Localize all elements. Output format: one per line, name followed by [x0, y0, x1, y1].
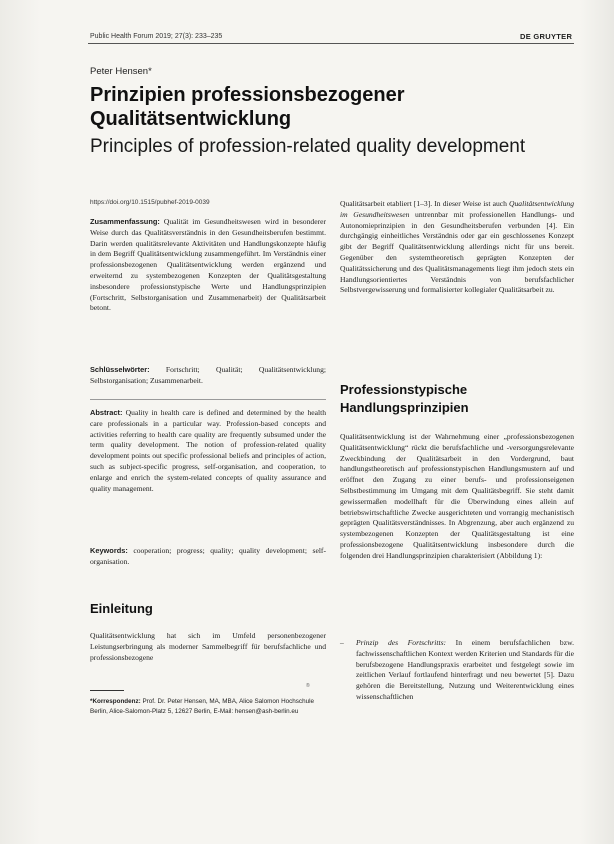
abstract-block: [90, 408, 326, 494]
footnote: [90, 697, 326, 716]
footnote-rule: [90, 690, 124, 691]
bullet-text: In einem berufsfachlichen bzw. fachwissenschaftlichen Kontext werden Kriterien und Standards für die berufsbezogene Handlungspraxis erarbeitet und festgelegt sowie im zeitlichen Verlauf fortlaufend hinterfragt und neu bewertet [5]. Dazu gehören die Bereitstellung, Nutzung und Weiterentwicklung eines wissenschaftlichen: [356, 638, 574, 701]
bullet-dash: –: [340, 638, 344, 647]
publisher-logo: DE GRUYTER: [520, 32, 573, 41]
section-heading-einleitung: Einleitung: [90, 601, 153, 616]
zusammenfassung-block: [90, 217, 326, 314]
title-german: Prinzipien professionsbezogener Qualitätsentwicklung: [90, 84, 405, 130]
zusammenfassung-label: Zusammenfassung:: [90, 217, 160, 226]
abstract-label: Abstract:: [90, 408, 123, 417]
intro-italic: Qualitätsentwicklung im Gesundheitswesen: [340, 199, 574, 219]
einleitung-text: Qualitätsentwicklung hat sich im Umfeld personenbezogener Leistungserbringung als moderner Sammelbegriff für berufsfachliche und professionsbezogene: [90, 631, 326, 662]
keywords-text: cooperation; progress; quality; quality development; self-organisation.: [90, 546, 326, 566]
intro-text-1: Qualitätsarbeit etabliert [1–3]. In dieser Weise ist auch: [340, 199, 510, 208]
section-heading-handlungsprinzipien: [340, 381, 469, 417]
abstract-text: Quality in health care is defined and determined by the health care professionals in a particular way. Profession-based concepts and activities referring to health care quality are frequently subsumed under the term quality development. The notion of profession-related quality development points out specific professional beliefs and principles of action, such as subject-specific progress, self-organisation, and cooperation, to enlarge and enrich the system-related concepts of quality assurance and quality management.: [90, 408, 326, 493]
doi-link[interactable]: https://doi.org/10.1515/pubhef-2019-0039: [90, 199, 210, 206]
title-english: Principles of profession-related quality development: [90, 136, 526, 157]
footnote-text: Prof. Dr. Peter Hensen, MA, MBA, Alice Salomon Hochschule Berlin, Alice-Salomon-Platz 5, 12627 Berlin, E-Mail: hensen@ash-berlin.eu: [90, 698, 314, 715]
section2-text: Qualitätsentwicklung ist der Wahrnehmung einer „professionsbezogenen Qualitätsentwicklung“ rückt die berufsfachliche und -versorgungsrelevante Zweckbindung der Qualitätsarbeit in den Vordergrund, baut handlungstheoretisch auf professionstypischen Handlungsmustern auf und eröffnet den Zugang zu einer berufs- und professionseigenen Selbstbestimmung im Umgang mit dem Qualitätsbegriff. Sie steht damit gewissermaßen modellhaft für die Überwindung eines allein auf betriebswirtschaftliche Zwecke ausgerichteten und vorrangig mechanistisch geprägten Qualitätsverständnisses. In Abgrenzung, aber auch ergänzend zu systembezogenen Konzepten der Qualitätsgestaltung ist eine professionsbezogene Qualitätsentwicklung insbesondere durch die folgenden drei Handlungsprinzipien charakterisiert (Abbildung 1):: [340, 432, 574, 560]
list-item: [340, 638, 574, 703]
bullet-italic: Prinzip des Fortschritts:: [356, 638, 447, 647]
zusammenfassung-text: Qualität im Gesundheitswesen wird in besonderer Weise durch das Qualitätsverständnis in den Gesundheitsberufen bestimmt. Darin werden qualitätsrelevante Aktivitäten und Handlungskonzepte häufig in dem Begriff Qualitätsentwicklung zusammengeführt. Im Verständnis einer professionsbezogenen Qualitätsentwicklung werden ergänzend und erweiternd zu systembezogenen Konzepten der Qualitätsgestaltung insbesondere professionstypische Werte und Handlungsprinzipien (Fortschritt, Selbstorganisation und Zusammenarbeit) der Qualitätsarbeit betont.: [90, 217, 326, 313]
schluesselwoerter-block: [90, 365, 326, 387]
footnote-label: *Korrespondenz:: [90, 698, 141, 705]
journal-citation: Public Health Forum 2019; 27(3): 233–235: [90, 33, 223, 40]
author-name: Peter Hensen*: [90, 66, 152, 77]
header-rule: [88, 43, 574, 44]
keywords-block: [90, 546, 326, 568]
intro-text-2: untrennbar mit professionellen Handlungs- und Autonomieprinzipien in den Gesundheitsberufen verbunden [4]. Ein durchgängig einheitliches Verständnis oder gar ein geschlossenes Konzept gibt der Begriff Qualitätsentwicklung allerdings nicht für uns bereit. Gegenüber den systemtheoretisch geprägten Konzepten der Qualitätssicherung und des Qualitätsmanagements liegt ihm jedoch stets ein Handlungsorientiertes Verständnis von berufsfachlicher Selbstvergewisserung und formalisierter kollegialer Qualitätsarbeit zu.: [340, 209, 574, 295]
section2-paragraph: [340, 432, 574, 562]
divider: [90, 399, 326, 400]
keywords-label: Keywords:: [90, 546, 128, 555]
heading-line-2: Handlungsprinzipien: [340, 400, 469, 415]
intro-continuation: [340, 199, 574, 296]
einleitung-paragraph: [90, 631, 326, 663]
heading-line-1: Professionstypische: [340, 382, 468, 397]
schluesselwoerter-label: Schlüsselwörter:: [90, 365, 150, 374]
schluesselwoerter-text: Fortschritt; Qualität; Qualitätsentwicklung; Selbstorganisation; Zusammenarbeit.: [90, 365, 326, 385]
page-mark: ®: [306, 683, 310, 689]
